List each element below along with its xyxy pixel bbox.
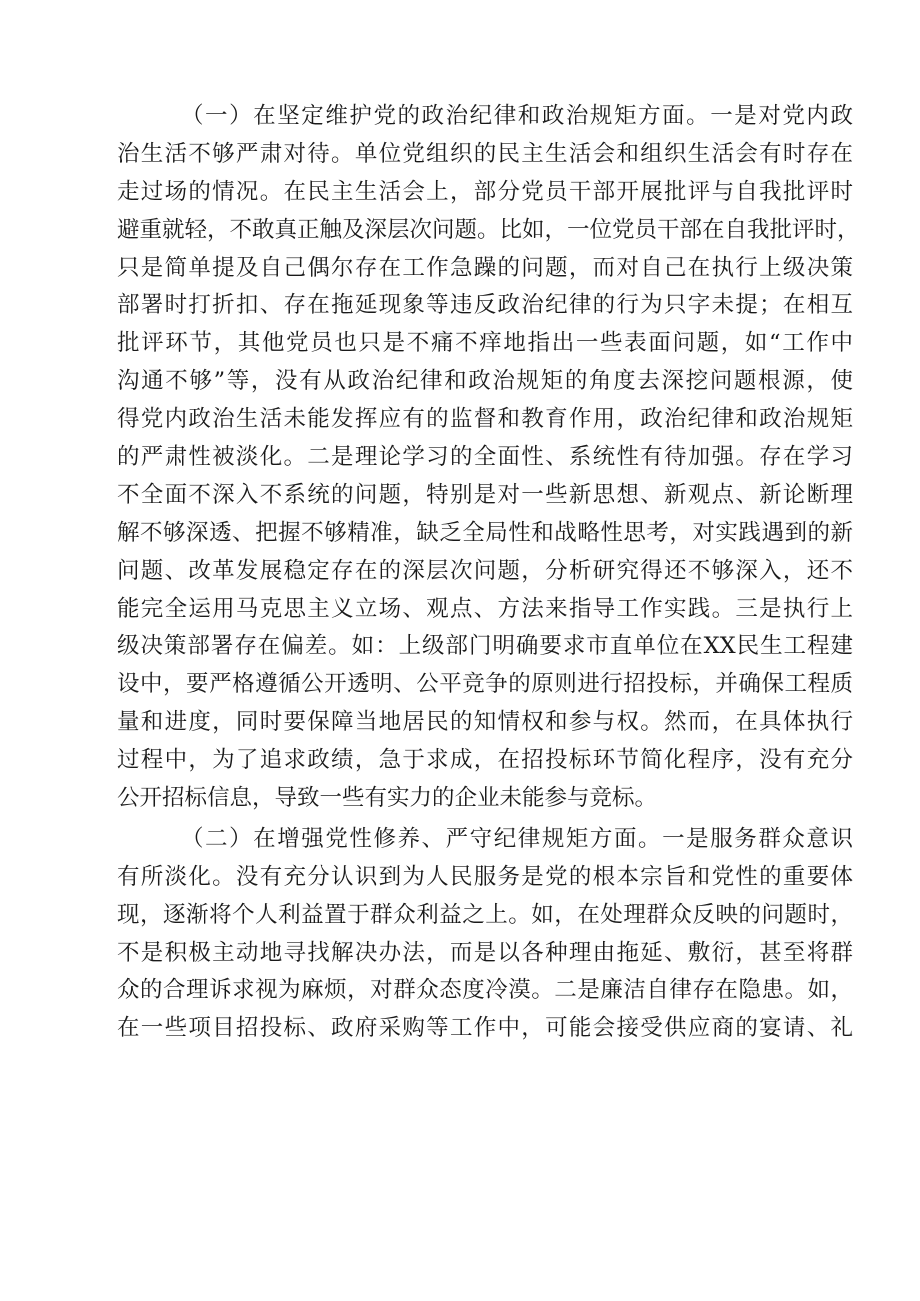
paragraph-2 [117,821,853,1048]
text-line: 部署时打折扣、存在拖延现象等违反政治纪律的行为只字未提；在相互 [117,292,853,319]
text-line: 级决策部署存在偏差。如：上级部门明确要求市直单位在XX民生工程建 [117,633,853,660]
text-line: 得党内政治生活未能发挥应有的监督和教育作用，政治纪律和政治规矩 [117,406,853,433]
text-line: 走过场的情况。在民主生活会上，部分党员干部开展批评与自我批评时 [117,178,853,205]
text-line: 治生活不够严肃对待。单位党组织的民主生活会和组织生活会有时存在 [117,140,853,167]
text-line: 众的合理诉求视为麻烦，对群众态度冷漠。二是廉洁自律存在隐患。如， [117,977,853,1004]
text-line: 过程中，为了追求政绩，急于求成，在招投标环节简化程序，没有充分 [117,747,853,774]
text-line: 避重就轻，不敢真正触及深层次问题。比如，一位党员干部在自我批评时， [117,216,860,243]
text-line: 公开招标信息，导致一些有实力的企业未能参与竞标。 [117,785,658,812]
text-line: 不全面不深入不系统的问题，特别是对一些新思想、新观点、新论断理 [117,481,853,508]
text-line: （一）在坚定维护党的政治纪律和政治规矩方面。一是对党内政 [181,103,853,129]
text-line: 的严肃性被淡化。二是理论学习的全面性、系统性有待加强。存在学习 [117,444,853,471]
text-line: 只是简单提及自己偶尔存在工作急躁的问题，而对自己在执行上级决策 [117,254,853,281]
text-line: （二）在增强党性修养、严守纪律规矩方面。一是服务群众意识 [181,825,853,852]
text-line: 批评环节，其他党员也只是不痛不痒地指出一些表面问题，如“工作中 [117,330,853,357]
text-line: 有所淡化。没有充分认识到为人民服务是党的根本宗旨和党性的重要体 [117,863,853,890]
text-line: 不是积极主动地寻找解决办法，而是以各种理由拖延、敷衍，甚至将群 [117,939,853,966]
text-line: 沟通不够”等，没有从政治纪律和政治规矩的角度去深挖问题根源，使 [117,368,853,395]
text-line: 量和进度，同时要保障当地居民的知情权和参与权。然而，在具体执行 [117,709,853,736]
text-line: 解不够深透、把握不够精准，缺乏全局性和战略性思考，对实践遇到的新 [117,519,853,546]
text-line: 问题、改革发展稳定存在的深层次问题，分析研究得还不够深入，还不 [117,557,853,584]
paragraph-1 [117,98,860,818]
text-line: 能完全运用马克思主义立场、观点、方法来指导工作实践。三是执行上 [117,595,853,622]
text-line: 设中，要严格遵循公开透明、公平竞争的原则进行招投标，并确保工程质 [117,671,853,698]
document-body [117,98,860,1048]
text-line: 在一些项目招投标、政府采购等工作中，可能会接受供应商的宴请、礼 [117,1015,853,1042]
text-line: 现，逐渐将个人利益置于群众利益之上。如，在处理群众反映的问题时， [117,901,853,928]
